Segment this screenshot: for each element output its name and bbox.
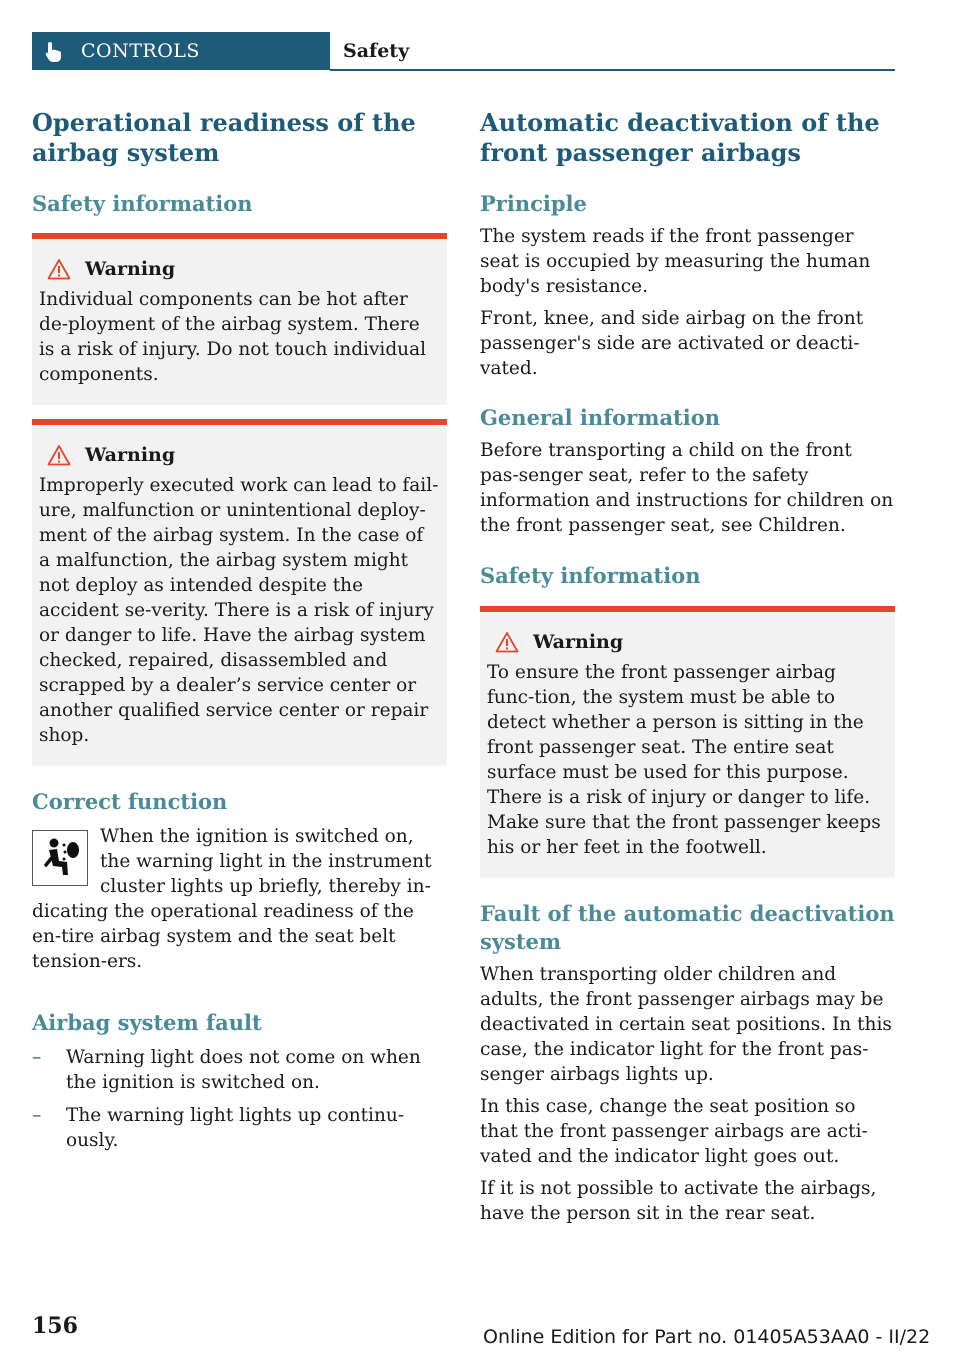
warning-triangle-icon [495, 631, 519, 653]
right-column [480, 108, 895, 1226]
page-number: 156 [32, 1313, 78, 1339]
warning-box [480, 606, 895, 878]
section-title: Automatic deactivation of the front passenger airbags [480, 108, 880, 167]
topic-label: Safety [343, 40, 410, 62]
fault-text: When transporting older children and adults, the front passenger airbags may be deactivated in certain seat positions. In this case, the indicator light for the front pas-senger airbags lights up. [480, 964, 892, 1085]
warning-title: Warning [85, 444, 176, 466]
safety-info-heading: Safety information [32, 191, 253, 216]
correct-function-heading: Correct function [32, 789, 228, 814]
airbag-fault-heading: Airbag system fault [32, 1010, 262, 1035]
left-column [32, 108, 447, 1161]
warning-title: Warning [533, 631, 624, 653]
warning-text: Improperly executed work can lead to fail-ure, malfunction or unintentional deploy-ment of the airbag system. In the case of a malfunction, the airbag system might not deploy as intended despite the accident se-verity. There is a risk of injury or danger to life. Have the airbag system checked, repaired, disassembled and scrapped by a dealer’s service center or another qualified service center or repair shop. [39, 475, 439, 746]
principle-heading: Principle [480, 191, 587, 216]
airbag-indicator-icon [32, 830, 88, 886]
principle-text: Front, knee, and side airbag on the front passenger's side are activated or deacti-vated. [480, 308, 864, 379]
section-title: Operational readiness of the airbag system [32, 108, 416, 167]
warning-triangle-icon [47, 258, 71, 280]
correct-function-block [32, 824, 447, 974]
list-item: – Warning light does not come on when the ignition is switched on. [32, 1047, 421, 1093]
header-rule [330, 69, 895, 71]
section-tab [32, 32, 330, 70]
warning-text: Individual components can be hot after de-ployment of the airbag system. There is a risk of injury. Do not touch individual components. [39, 289, 427, 385]
warning-text: To ensure the front passenger airbag func-tion, the system must be able to detect whether a person is sitting in the front passenger seat. The entire seat surface must be used for this purpose. There is a risk of injury or danger to life. Make sure that the front passenger keeps his or her feet in the footwell. [487, 662, 881, 858]
warning-title: Warning [85, 258, 176, 280]
general-info-text: Before transporting a child on the front pas-senger seat, refer to the safety information and instructions for children on the front passenger seat, see Children. [480, 440, 894, 536]
safety-info-heading: Safety information [480, 563, 701, 588]
fault-text: In this case, change the seat position so that the front passenger airbags are acti-vated and the indicator light goes out. [480, 1096, 868, 1167]
warning-triangle-icon [47, 444, 71, 466]
deactivation-fault-heading: Fault of the automatic deactivation system [480, 901, 895, 954]
warning-box [32, 419, 447, 766]
section-label: CONTROLS [81, 40, 200, 62]
principle-text: The system reads if the front passenger seat is occupied by measuring the human body's resistance. [480, 226, 871, 297]
fault-text: If it is not possible to activate the airbags, have the person sit in the rear seat. [480, 1178, 877, 1224]
fault-list [32, 1045, 447, 1153]
edition-note: Online Edition for Part no. 01405A53AA0 - II/22 [483, 1326, 931, 1348]
list-item: – The warning light lights up continu-ously. [32, 1105, 405, 1151]
page-header [32, 32, 895, 72]
warning-box [32, 233, 447, 405]
general-info-heading: General information [480, 405, 721, 430]
correct-function-text: When the ignition is switched on, the warning light in the instrument cluster lights up briefly, thereby in-dicating the operational readiness of the en-tire airbag system and the seat belt tension-ers. [32, 826, 432, 972]
pointing-hand-icon [44, 41, 64, 63]
